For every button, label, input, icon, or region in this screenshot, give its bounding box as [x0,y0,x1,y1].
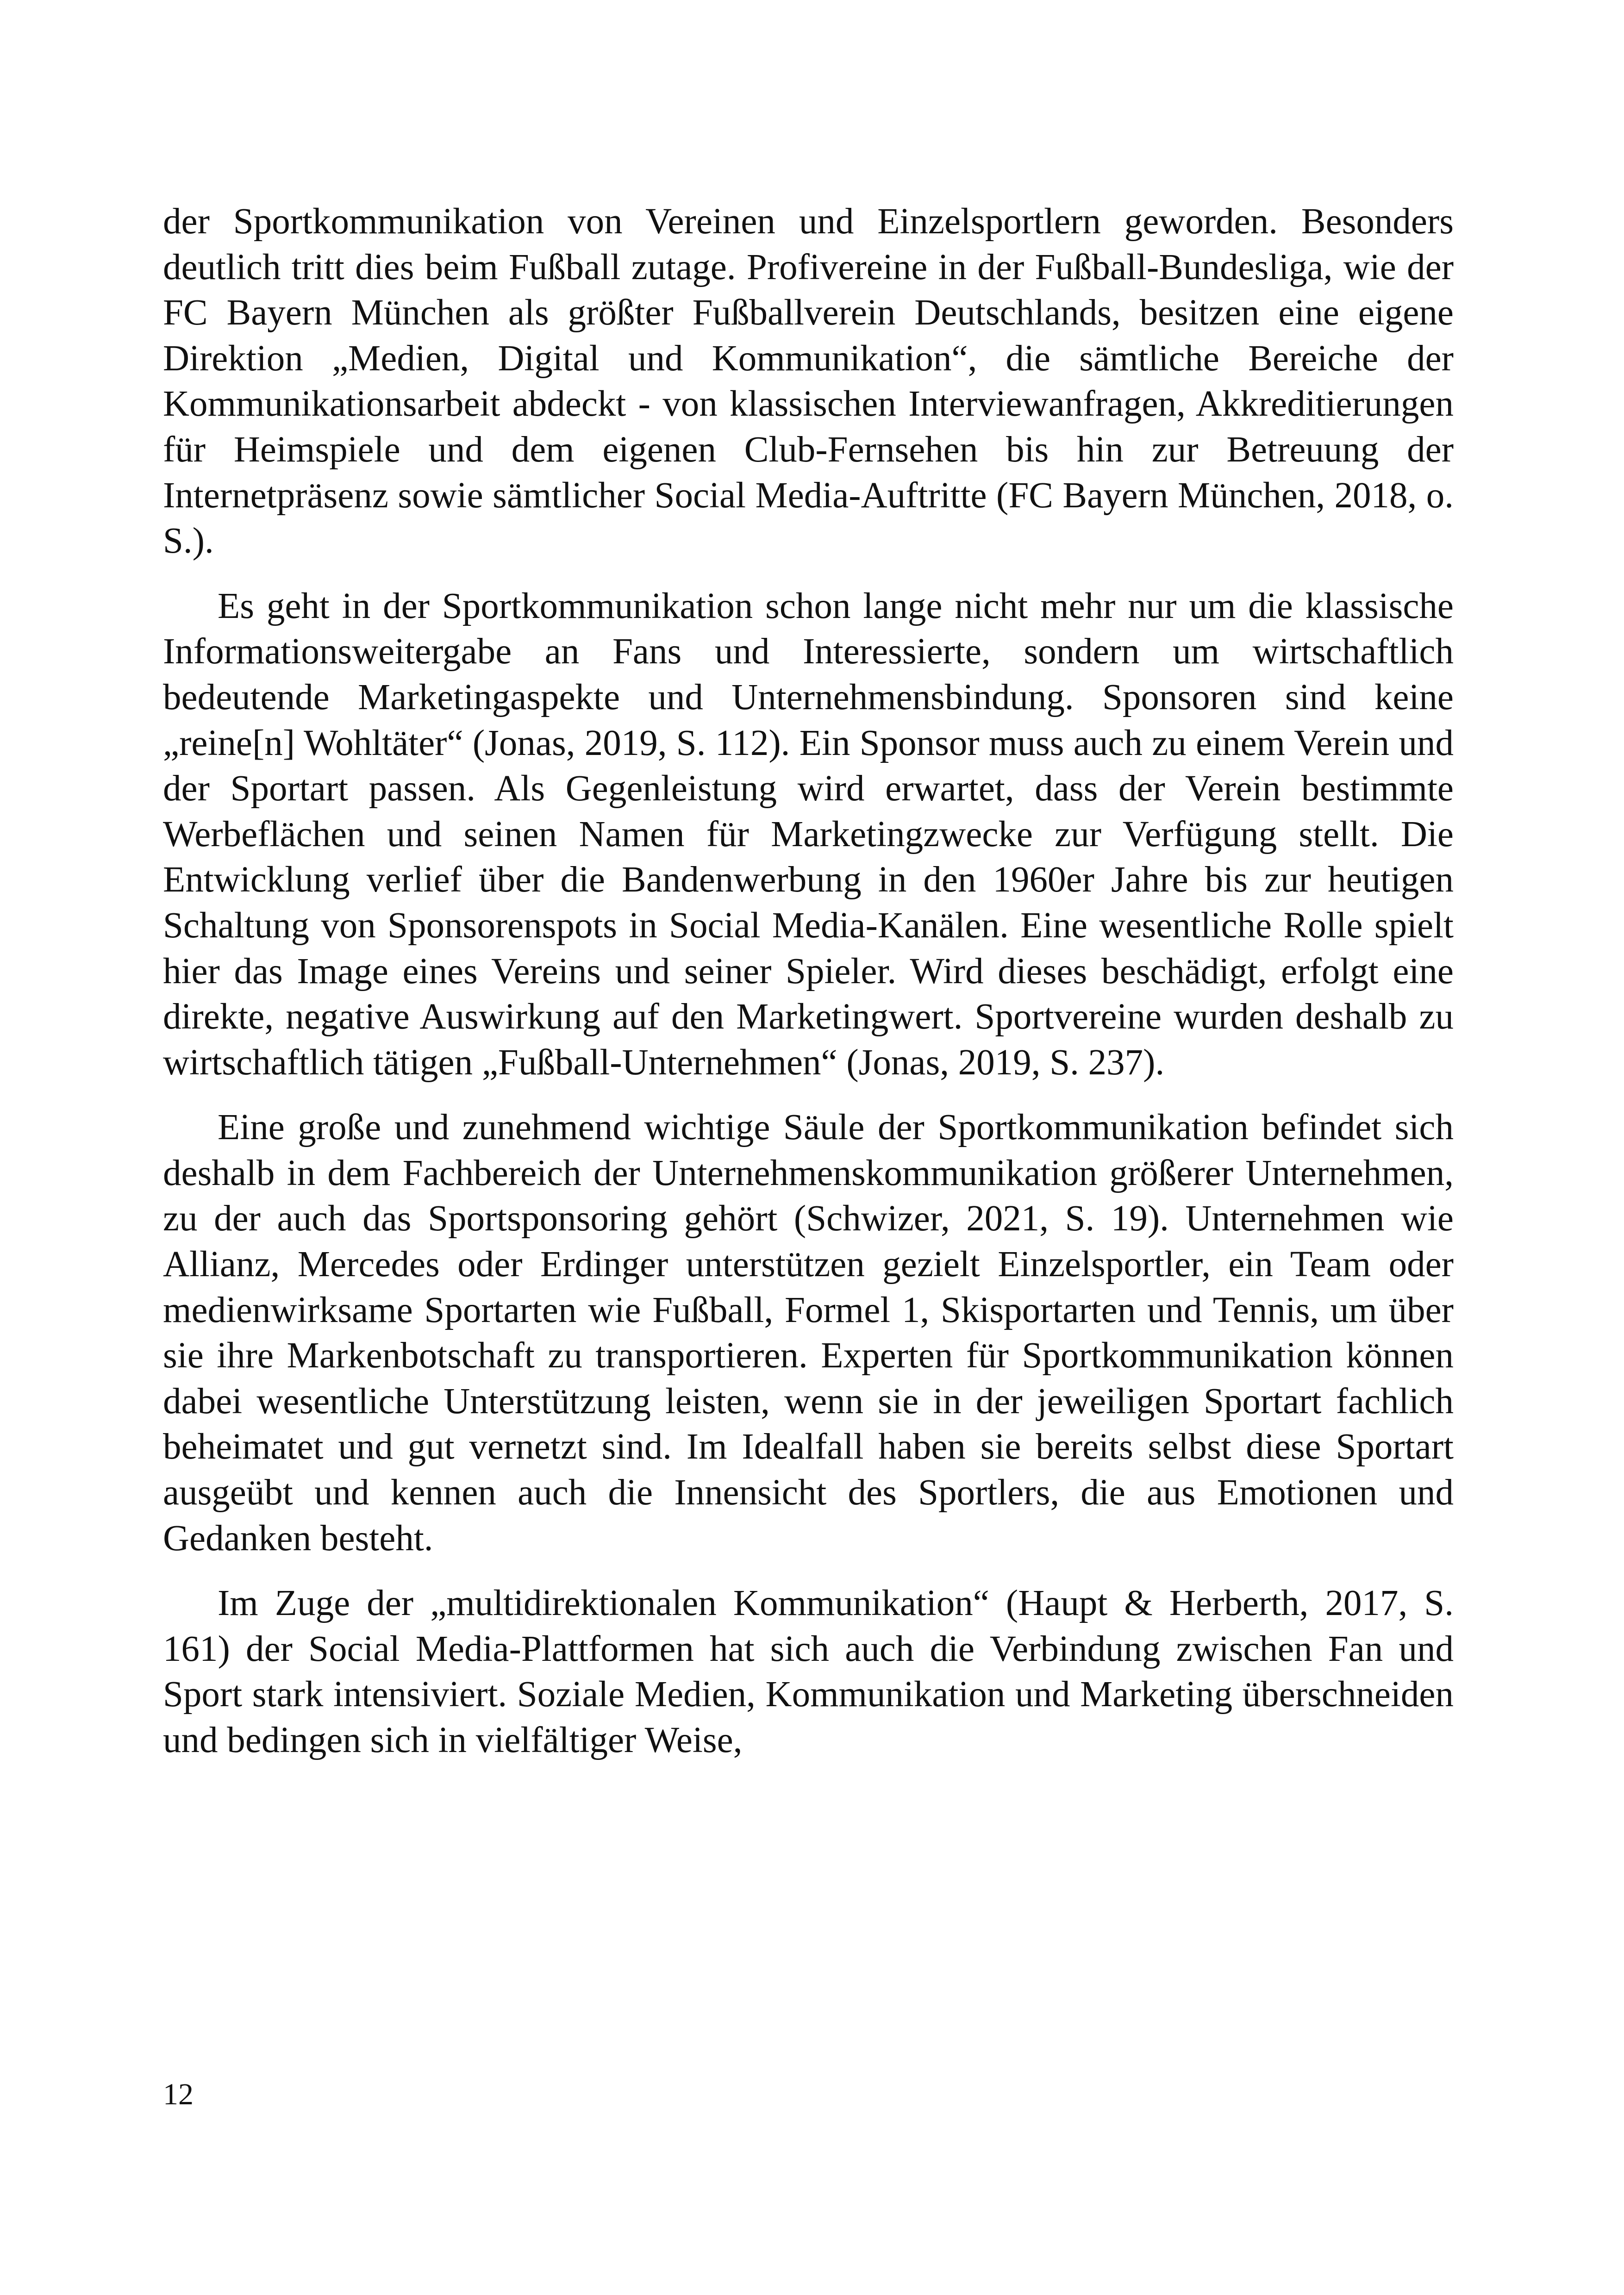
paragraph-3: Eine große und zunehmend wichtige Säule der Sportkommunikation befindet sich deshalb in dem Fachbereich der Unternehmenskommunikation größerer Unternehmen, zu der auch das Sportsponsoring gehört (Schwizer, 2021, S. 19). Unternehmen wie Allianz, Mercedes oder Erdinger unterstützen gezielt Einzelsportler, ein Team oder medienwirksame Sportarten wie Fußball, Formel 1, Skisportarten und Tennis, um über sie ihre Markenbotschaft zu transportieren. Experten für Sportkommunikation können dabei wesentliche Unterstützung leisten, wenn sie in der jeweiligen Sportart fachlich beheimatet und gut vernetzt sind. Im Idealfall haben sie bereits selbst diese Sportart ausgeübt und kennen auch die Innensicht des Sportlers, die aus Emotionen und Gedanken besteht. [163,1107,1454,1559]
paragraph-1: der Sportkommunikation von Vereinen und Einzelsportlern geworden. Besonders deutlich tritt dies beim Fußball zutage. Profivereine in der Fußball-Bundesliga, wie der FC Bayern München als größter Fußballverein Deutschlands, besitzen eine eigene Direktion „Medien, Digital und Kommunikation“, die sämtliche Bereiche der Kommunikationsarbeit abdeckt - von klassischen Interviewanfragen, Akkreditierungen für Heimspiele und dem eigenen Club-Fernsehen bis hin zur Betreuung der Internetpräsenz sowie sämtlicher Social Media-Auftritte (FC Bayern München, 2018, o. S.). [163,201,1454,561]
body-text [163,199,1454,1764]
page-number: 12 [163,2077,194,2111]
paragraph-4: Im Zuge der „multidirektionalen Kommunikation“ (Haupt & Herberth, 2017, S. 161) der Social Media-Plattformen hat sich auch die Verbindung zwischen Fan und Sport stark intensiviert. Soziale Medien, Kommunikation und Marketing überschneiden und bedingen sich in vielfältiger Weise, [163,1583,1454,1760]
paragraph-2: Es geht in der Sportkommunikation schon lange nicht mehr nur um die klassische Informationsweitergabe an Fans und Interessierte, sondern um wirtschaftlich bedeutende Marketingaspekte und Unternehmensbindung. Sponsoren sind keine „reine[n] Wohltäter“ (Jonas, 2019, S. 112). Ein Sponsor muss auch zu einem Verein und der Sportart passen. Als Gegenleistung wird erwartet, dass der Verein bestimmte Werbeflächen und seinen Namen für Marketingzwecke zur Verfügung stellt. Die Entwicklung verlief über die Bandenwerbung in den 1960er Jahre bis zur heutigen Schaltung von Sponsorenspots in Social Media-Kanälen. Eine wesentliche Rolle spielt hier das Image eines Vereins und seiner Spieler. Wird dieses beschädigt, erfolgt eine direkte, negative Auswirkung auf den Marketingwert. Sportvereine wurden deshalb zu wirtschaftlich tätigen „Fußball-Unternehmen“ (Jonas, 2019, S. 237). [163,586,1454,1083]
